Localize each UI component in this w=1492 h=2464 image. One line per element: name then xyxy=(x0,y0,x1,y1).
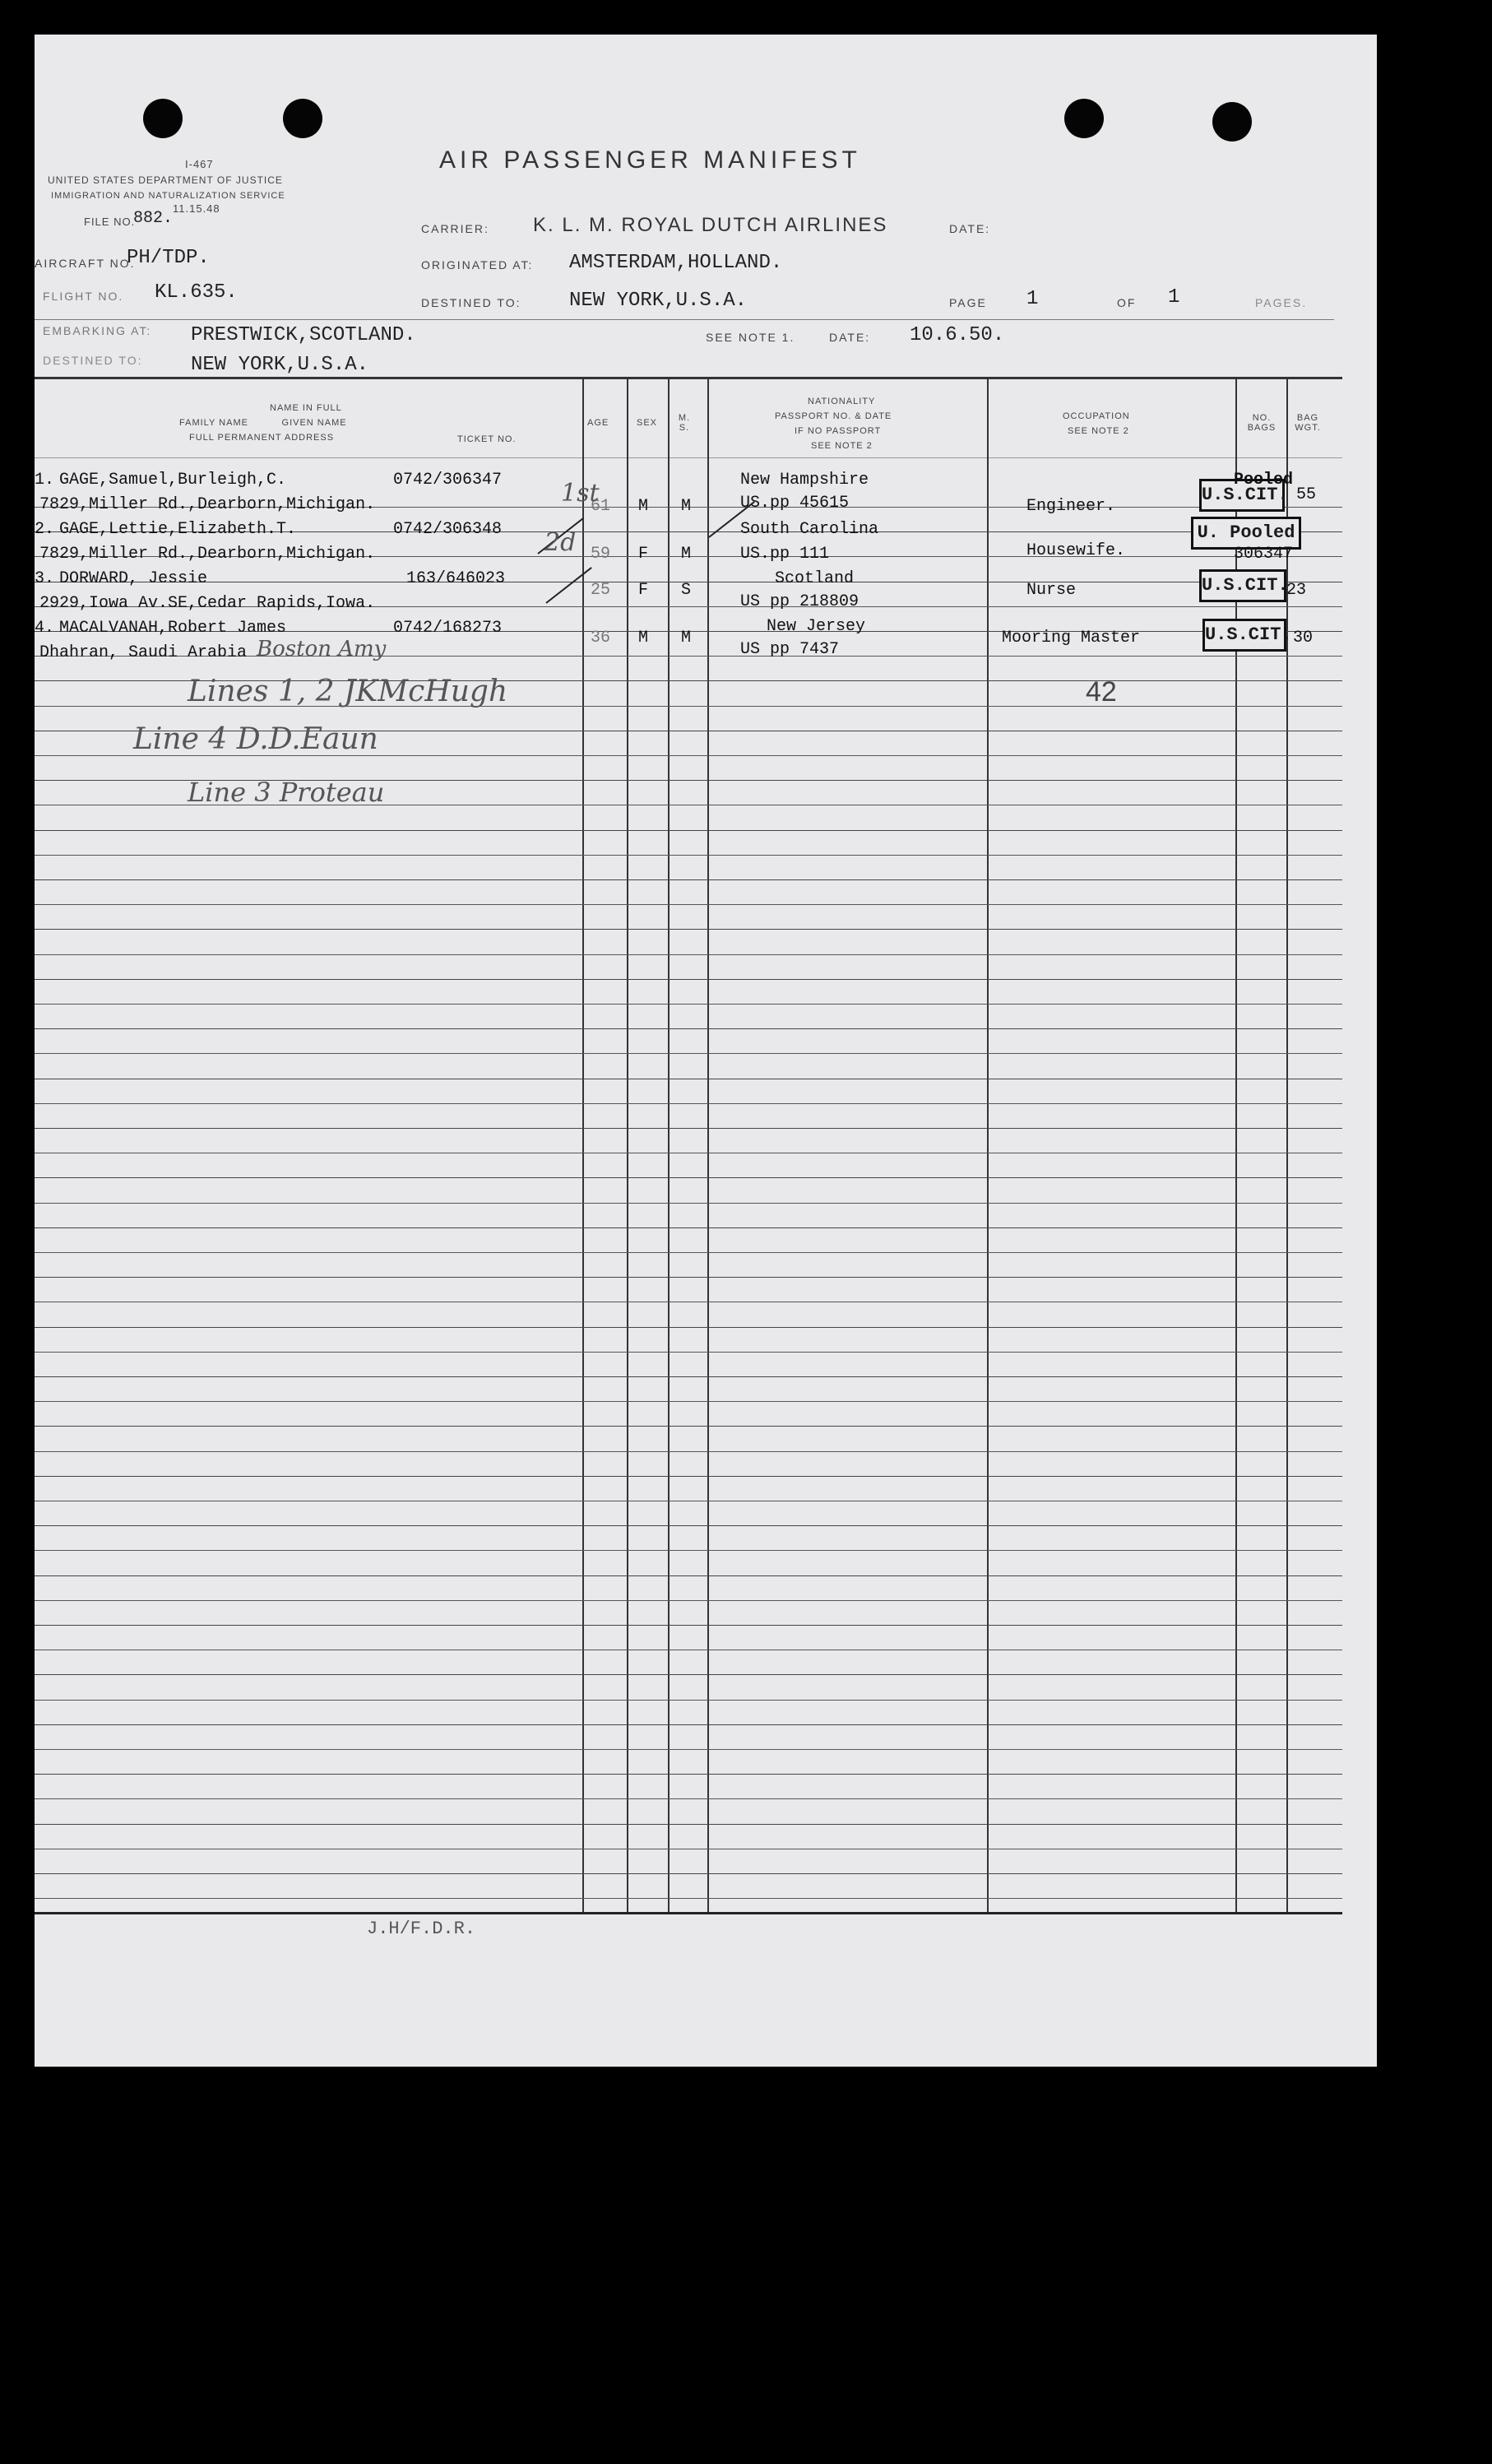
row-rule xyxy=(35,1625,1342,1626)
row-rule xyxy=(35,1700,1342,1701)
passenger-2-ms: M xyxy=(681,545,692,564)
handwritten-line-2: Line 4 D.D.Eaun xyxy=(133,722,378,756)
col-name-h2: FAMILY NAME GIVEN NAME xyxy=(179,418,347,428)
col-ms: M. S. xyxy=(678,413,691,433)
row-rule xyxy=(35,1824,1342,1825)
row-rule xyxy=(35,1128,1342,1129)
col-nat4: SEE NOTE 2 xyxy=(811,441,873,451)
passenger-4-occupation: Mooring Master xyxy=(1002,629,1141,647)
row-rule xyxy=(35,1401,1342,1402)
passenger-3-sex: F xyxy=(638,581,649,600)
table-bottom-rule xyxy=(35,1912,1342,1914)
embarking-value: PRESTWICK,SCOTLAND. xyxy=(191,324,416,346)
row-rule xyxy=(35,855,1342,856)
stamp-date: 11.15.48 xyxy=(173,202,220,215)
passenger-2-stamp: U. Pooled xyxy=(1191,517,1301,550)
row-rule xyxy=(35,879,1342,880)
passenger-1-occupation: Engineer. xyxy=(1026,497,1116,516)
destined-label: DESTINED TO: xyxy=(421,296,521,309)
col-wgt: BAG WGT. xyxy=(1295,413,1321,433)
row-rule xyxy=(35,929,1342,930)
passenger-1-name: GAGE,Samuel,Burleigh,C. xyxy=(59,471,287,490)
header-rule xyxy=(35,319,1334,320)
passenger-2-ticket: 0742/306348 xyxy=(393,520,503,539)
carrier-label: CARRIER: xyxy=(421,222,489,235)
row-rule xyxy=(35,1203,1342,1204)
passenger-3-nat1: Scotland xyxy=(775,569,855,588)
passenger-4-ticket: 0742/168273 xyxy=(393,619,503,638)
row-rule xyxy=(35,1550,1342,1551)
flight-value: KL.635. xyxy=(155,281,238,304)
flight-label: FLIGHT NO. xyxy=(43,290,124,303)
col-bags: NO. BAGS xyxy=(1247,413,1277,433)
destined-value: NEW YORK,U.S.A. xyxy=(569,290,748,312)
row-rule xyxy=(35,1749,1342,1750)
passenger-4-wgt: 30 xyxy=(1293,629,1314,647)
passenger-1-num: 1. xyxy=(35,471,55,490)
col-occ1: OCCUPATION xyxy=(1063,411,1130,421)
row-rule xyxy=(35,1600,1342,1601)
manifest-sheet xyxy=(35,35,1377,2067)
passenger-1-ms: M xyxy=(681,497,692,516)
handwritten-line-3: Line 3 Proteau xyxy=(188,777,385,808)
passenger-3-stamp: U.S.CIT. xyxy=(1199,569,1286,602)
row-rule xyxy=(35,1252,1342,1253)
passenger-1-stamp: U.S.CIT. xyxy=(1199,479,1285,512)
row-rule xyxy=(35,979,1342,980)
table-top-rule xyxy=(35,377,1342,379)
passenger-4-sex: M xyxy=(638,629,649,647)
passenger-3-num: 3. xyxy=(35,569,55,588)
department: UNITED STATES DEPARTMENT OF JUSTICE xyxy=(48,174,283,186)
row-rule xyxy=(35,1575,1342,1576)
aircraft-value: PH/TDP. xyxy=(127,247,210,269)
passenger-3-ms: S xyxy=(681,581,692,600)
row-rule xyxy=(35,1525,1342,1526)
passenger-3-nat2: US pp 218809 xyxy=(740,592,860,611)
passenger-1-stamp2: Pooled xyxy=(1234,471,1294,490)
col-ticket: TICKET NO. xyxy=(457,434,517,444)
occupation-number: 42 xyxy=(1086,676,1117,708)
of-value: 1 xyxy=(1168,286,1180,309)
passenger-3-age: 25 xyxy=(591,581,611,600)
row-rule xyxy=(35,1724,1342,1725)
col-name-h1: NAME IN FULL xyxy=(270,403,342,413)
pages-label: PAGES. xyxy=(1255,296,1308,309)
row-rule xyxy=(35,1451,1342,1452)
carrier-value: K. L. M. ROYAL DUTCH AIRLINES xyxy=(533,214,888,236)
punch-hole xyxy=(1212,102,1252,142)
passenger-4-nat2: US pp 7437 xyxy=(740,640,840,659)
col-occ2: SEE NOTE 2 xyxy=(1068,426,1129,436)
handwritten-mark-1: 1st xyxy=(561,479,600,508)
passenger-4-ms: M xyxy=(681,629,692,647)
file-no: 882. xyxy=(133,209,174,228)
embarking-label: EMBARKING AT: xyxy=(43,324,152,337)
row-rule xyxy=(35,1028,1342,1029)
passenger-3-ticket: 163/646023 xyxy=(406,569,506,588)
col-nat2: PASSPORT NO. & DATE xyxy=(775,411,892,421)
row-rule xyxy=(35,1227,1342,1228)
passenger-1-nat1: New Hampshire xyxy=(740,471,869,490)
form-code: I-467 xyxy=(185,158,214,170)
row-rule xyxy=(35,1053,1342,1054)
header-bottom-rule xyxy=(35,457,1342,458)
row-rule xyxy=(35,954,1342,955)
row-rule xyxy=(35,1177,1342,1178)
date2-label: DATE: xyxy=(829,331,871,344)
handwritten-mark-2: 2d xyxy=(544,528,577,557)
passenger-1-age: 61 xyxy=(591,497,611,516)
passenger-3-name: DORWARD, Jessie xyxy=(59,569,208,588)
col-age: AGE xyxy=(587,418,609,428)
file-no-label: FILE NO. xyxy=(84,216,136,228)
originated-value: AMSTERDAM,HOLLAND. xyxy=(569,252,783,274)
passenger-4-age: 36 xyxy=(591,629,611,647)
passenger-4-nat1: New Jersey xyxy=(767,617,866,636)
passenger-2-stamp2: 306347 xyxy=(1234,545,1294,564)
aircraft-label: AIRCRAFT NO. xyxy=(35,257,136,270)
row-rule xyxy=(35,1674,1342,1675)
col-name-h3: FULL PERMANENT ADDRESS xyxy=(189,433,335,443)
page-value: 1 xyxy=(1026,288,1039,310)
passenger-4-num: 4. xyxy=(35,619,55,638)
check-mark xyxy=(545,567,591,604)
of-label: OF xyxy=(1117,296,1137,309)
row-rule xyxy=(35,1426,1342,1427)
date2-value: 10.6.50. xyxy=(910,324,1005,346)
passenger-1-ticket: 0742/306347 xyxy=(393,471,503,490)
row-rule xyxy=(35,1103,1342,1104)
footer-initials: J.H/F.D.R. xyxy=(367,1919,476,1939)
passenger-1-address: 7829,Miller Rd.,Dearborn,Michigan. xyxy=(39,495,376,514)
row-rule xyxy=(35,1376,1342,1377)
passenger-1-sex: M xyxy=(638,497,649,516)
row-rule xyxy=(35,1352,1342,1353)
col-nat1: NATIONALITY xyxy=(808,397,876,406)
passenger-2-num: 2. xyxy=(35,520,55,539)
passenger-2-address: 7829,Miller Rd.,Dearborn,Michigan. xyxy=(39,545,376,564)
row-rule xyxy=(35,830,1342,831)
punch-hole xyxy=(143,99,183,138)
page-label: PAGE xyxy=(949,296,987,309)
row-rule xyxy=(35,1774,1342,1775)
note1-label: SEE NOTE 1. xyxy=(706,331,795,344)
passenger-2-name: GAGE,Lettie,Elizabeth.T. xyxy=(59,520,297,539)
passenger-4-name: MACALVANAH,Robert James xyxy=(59,619,287,638)
manifest-title: AIR PASSENGER MANIFEST xyxy=(439,146,861,174)
date-label: DATE: xyxy=(949,222,991,235)
row-rule xyxy=(35,1873,1342,1874)
passenger-2-age: 59 xyxy=(591,545,611,564)
row-rule xyxy=(35,1476,1342,1477)
passenger-2-sex: F xyxy=(638,545,649,564)
passenger-3-address: 2929,Iowa Av.SE,Cedar Rapids,Iowa. xyxy=(39,594,376,613)
passenger-1-nat2: US.pp 45615 xyxy=(740,494,850,513)
passenger-3-occupation: Nurse xyxy=(1026,581,1077,600)
row-rule xyxy=(35,1898,1342,1899)
passenger-3-wgt: 23 xyxy=(1286,581,1307,600)
punch-hole xyxy=(1064,99,1104,138)
passenger-4-address: Dhahran, Saudi Arabia xyxy=(39,643,248,662)
passenger-2-nat2: US.pp 111 xyxy=(740,545,830,564)
service: IMMIGRATION AND NATURALIZATION SERVICE xyxy=(51,191,285,201)
row-rule xyxy=(35,1327,1342,1328)
destined2-label: DESTINED TO: xyxy=(43,354,143,367)
col-sex: SEX xyxy=(637,418,658,428)
passenger-2-nat1: South Carolina xyxy=(740,520,879,539)
destined2-value: NEW YORK,U.S.A. xyxy=(191,354,369,376)
originated-label: ORIGINATED AT: xyxy=(421,258,534,271)
row-rule xyxy=(35,1277,1342,1278)
col-nat3: IF NO PASSPORT xyxy=(795,426,882,436)
row-rule xyxy=(35,1798,1342,1799)
passenger-4-stamp: U.S.CIT. xyxy=(1202,619,1286,652)
handwritten-line-1: Lines 1, 2 JKMcHugh xyxy=(188,675,508,708)
row-rule xyxy=(35,904,1342,905)
passenger-2-occupation: Housewife. xyxy=(1026,541,1126,560)
row-rule xyxy=(35,1004,1342,1005)
passenger-1-wgt: 55 xyxy=(1296,485,1317,504)
punch-hole xyxy=(283,99,322,138)
handwritten-note-4: Boston Amy xyxy=(257,637,387,661)
